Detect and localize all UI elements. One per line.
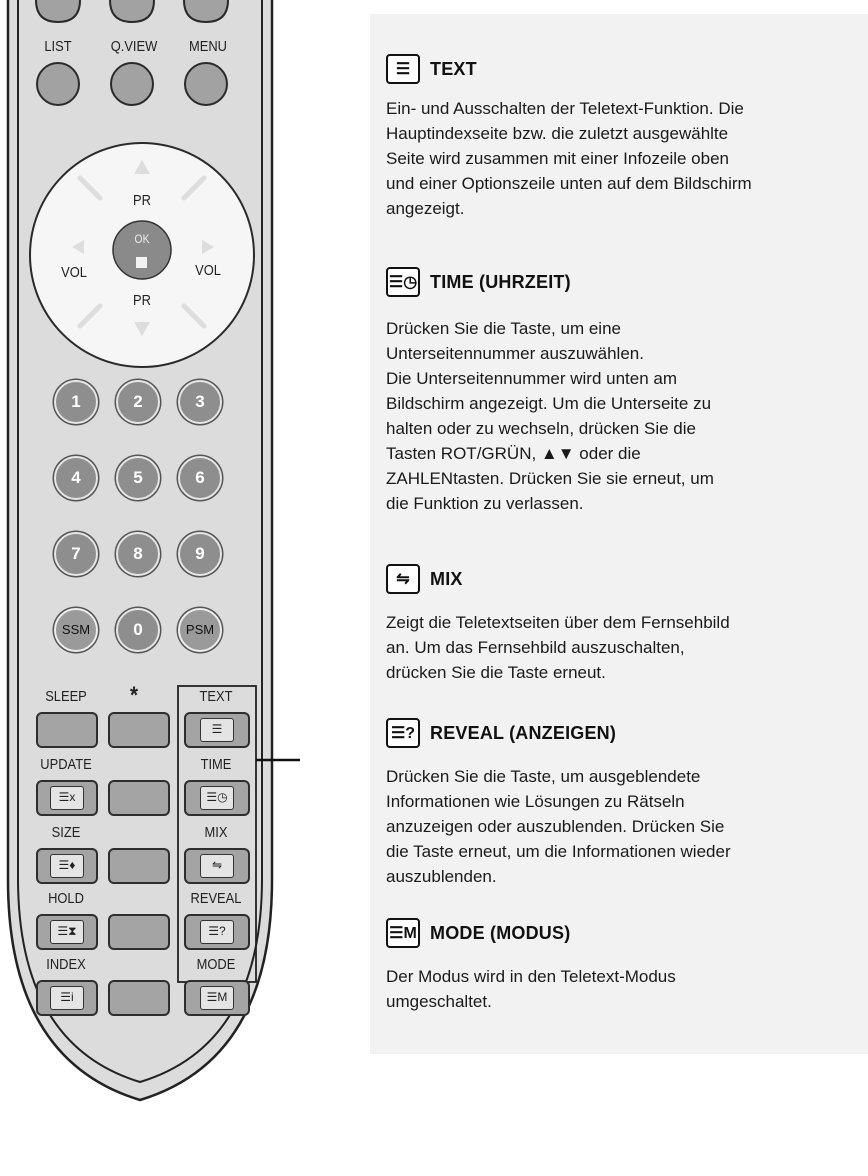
section-time-header	[386, 267, 571, 297]
time-icon: ☰◷	[386, 267, 420, 297]
text-label: TEXT	[199, 688, 233, 705]
list-button[interactable]	[36, 62, 80, 106]
section-mode-title: MODE (MODUS)	[430, 922, 571, 943]
star-button[interactable]	[108, 712, 170, 748]
index-button[interactable]	[36, 980, 98, 1016]
mode-button[interactable]	[184, 980, 250, 1016]
qview-label: Q.VIEW	[110, 38, 158, 55]
mix-icon: ⇋	[386, 564, 420, 594]
dpad-down-label[interactable]: PR	[133, 292, 151, 309]
mode-icon: ☰M	[386, 918, 420, 948]
mode-icon: ☰M	[200, 986, 234, 1010]
size-button[interactable]	[36, 848, 98, 884]
reveal-label: REVEAL	[190, 890, 242, 907]
time-label: TIME	[200, 756, 232, 773]
size-label: SIZE	[51, 824, 81, 841]
teletext-description-panel	[370, 14, 868, 1054]
number-button-6[interactable]: 6	[178, 456, 222, 500]
reveal-icon: ☰?	[200, 920, 234, 944]
hold-button[interactable]	[36, 914, 98, 950]
update-icon: ☰x	[50, 786, 84, 810]
text-icon: ☰	[200, 718, 234, 742]
number-button-1[interactable]: 1	[54, 380, 98, 424]
index-icon: ☰i	[50, 986, 84, 1010]
remote-control	[0, 0, 300, 1176]
section-mode-body: Der Modus wird in den Teletext-Modus umgeschaltet.	[386, 967, 676, 1011]
mix-button[interactable]	[184, 848, 250, 884]
section-time-title: TIME (UHRZEIT)	[430, 271, 571, 292]
reveal-icon: ☰?	[386, 718, 420, 748]
section-reveal-body: Drücken Sie die Taste, um ausgeblendete Informationen wie Lösungen zu Rätseln anzuzeigen oder auszublenden. Drücken Sie die Taste erneut, um die Informationen wieder auszublenden.	[386, 767, 731, 886]
menu-label: MENU	[188, 38, 227, 55]
number-button-0[interactable]: 0	[116, 608, 160, 652]
section-mix-title: MIX	[430, 568, 463, 589]
hold-icon: ☰⧗	[50, 920, 84, 944]
blank-button-1[interactable]	[108, 780, 170, 816]
number-button-9[interactable]: 9	[178, 532, 222, 576]
update-label: UPDATE	[40, 756, 92, 773]
section-text-header	[386, 54, 477, 84]
update-button[interactable]	[36, 780, 98, 816]
number-button-5[interactable]: 5	[116, 456, 160, 500]
number-button-7[interactable]: 7	[54, 532, 98, 576]
section-time-body: Drücken Sie die Taste, um eine Unterseitennummer auszuwählen. Die Unterseitennummer wird unten am Bildschirm angezeigt. Um die Unterseite zu halten oder zu wechseln, drücken Sie die Tasten ROT/GRÜN, ▲▼ oder die ZAHLENtasten. Drücken Sie sie erneut, um die Funktion zu verlassen.	[386, 319, 714, 513]
number-button-3[interactable]: 3	[178, 380, 222, 424]
section-mix-header	[386, 564, 463, 594]
text-button[interactable]	[184, 712, 250, 748]
blank-button-2[interactable]	[108, 848, 170, 884]
time-button[interactable]	[184, 780, 250, 816]
section-text-body: Ein- und Ausschalten der Teletext-Funktion. Die Hauptindexseite bzw. die zuletzt ausgewählte Seite wird zusammen mit einer Infozeile oben und einer Optionszeile unten auf dem Bildschirm angezeigt.	[386, 99, 752, 218]
blank-button-4[interactable]	[108, 980, 170, 1016]
number-button-8[interactable]: 8	[116, 532, 160, 576]
section-text-title: TEXT	[430, 58, 477, 79]
ssm-button[interactable]: SSM	[54, 608, 98, 652]
sleep-label: SLEEP	[45, 688, 87, 705]
psm-button[interactable]: PSM	[178, 608, 222, 652]
mode-label: MODE	[196, 956, 236, 973]
reveal-button[interactable]	[184, 914, 250, 950]
dpad-up-label[interactable]: PR	[133, 192, 151, 209]
qview-button[interactable]	[110, 62, 154, 106]
section-reveal-header	[386, 718, 616, 748]
mix-icon: ⇋	[200, 854, 234, 878]
section-mode-header	[386, 918, 570, 948]
sleep-button[interactable]	[36, 712, 98, 748]
dpad-right-label[interactable]: VOL	[195, 262, 221, 279]
number-button-2[interactable]: 2	[116, 380, 160, 424]
menu-button[interactable]	[184, 62, 228, 106]
section-reveal-title: REVEAL (ANZEIGEN)	[430, 722, 617, 743]
ok-button[interactable]: OK	[134, 232, 150, 246]
text-icon: ☰	[386, 54, 420, 84]
index-label: INDEX	[46, 956, 86, 973]
time-icon: ☰◷	[200, 786, 234, 810]
size-icon: ☰♦	[50, 854, 84, 878]
star-label: *	[129, 682, 139, 709]
hold-label: HOLD	[48, 890, 84, 907]
list-label: LIST	[44, 38, 72, 55]
number-button-4[interactable]: 4	[54, 456, 98, 500]
blank-button-3[interactable]	[108, 914, 170, 950]
mix-label: MIX	[204, 824, 228, 841]
section-mix-body: Zeigt die Teletextseiten über dem Fernsehbild an. Um das Fernsehbild auszuschalten, drücken Sie die Taste erneut.	[386, 613, 730, 682]
dpad-left-label[interactable]: VOL	[61, 264, 87, 281]
